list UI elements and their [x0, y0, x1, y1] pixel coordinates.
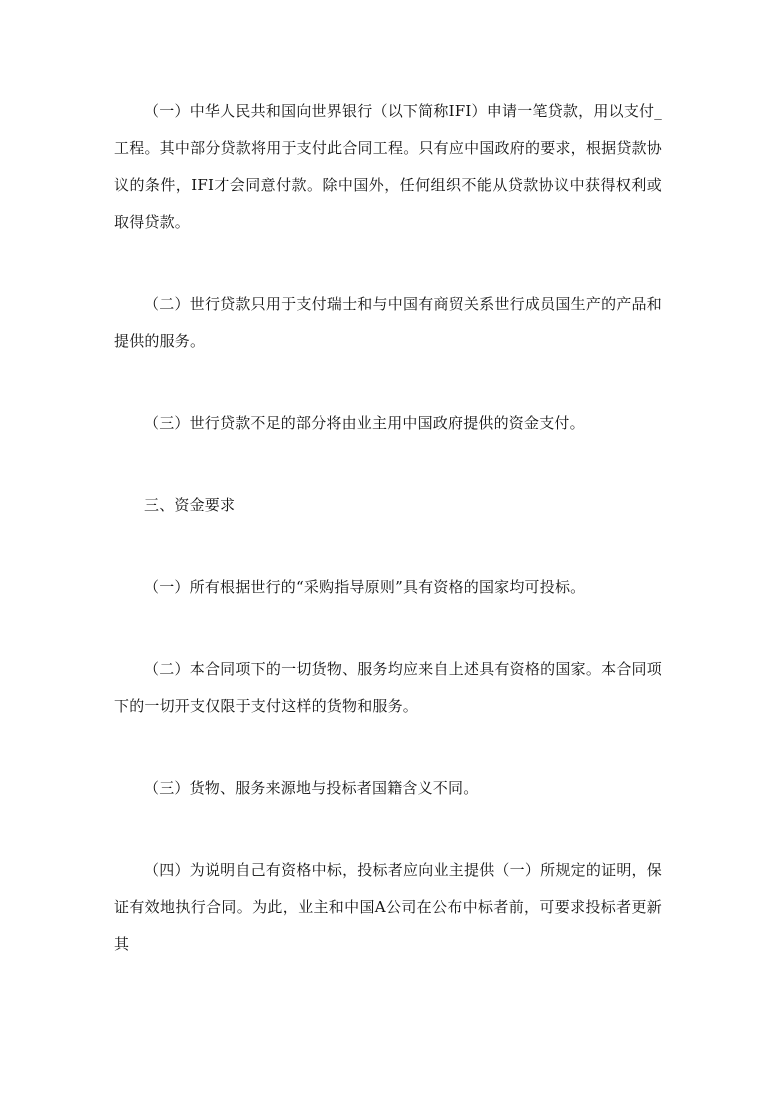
paragraph-eligibility-proof: （四）为说明自己有资格中标，投标者应向业主提供（一）所规定的证明，保证有效地执行合同。为此，业主和中国A公司在公布中标者前，可要求投标者更新其 [114, 861, 662, 953]
document-body [114, 93, 662, 963]
paragraph-origin-vs-nationality: （三）货物、服务来源地与投标者国籍含义不同。 [144, 779, 479, 797]
paragraph-loan-usage: （二）世行贷款只用于支付瑞士和与中国有商贸关系世行成员国生产的产品和提供的服务。 [114, 295, 662, 350]
section-heading-funding-requirements: 三、资金要求 [144, 496, 236, 514]
paragraph-eligible-countries: （一）所有根据世行的“采购指导原则”具有资格的国家均可投标。 [144, 578, 586, 596]
paragraph-loan-shortfall: （三）世行贷款不足的部分将由业主用中国政府提供的资金支付。 [144, 414, 585, 432]
paragraph-goods-services-origin: （二）本合同项下的一切货物、服务均应来自上述具有资格的国家。本合同项下的一切开支仅限于支付这样的货物和服务。 [114, 660, 662, 715]
paragraph-loan-application: （一）中华人民共和国向世界银行（以下简称IFI）申请一笔贷款，用以支付_工程。其中部分贷款将用于支付此合同工程。只有应中国政府的要求，根据贷款协议的条件，IFI才会同意付款。除中国外，任何组织不能从贷款协议中获得权利或取得贷款。 [114, 102, 662, 231]
